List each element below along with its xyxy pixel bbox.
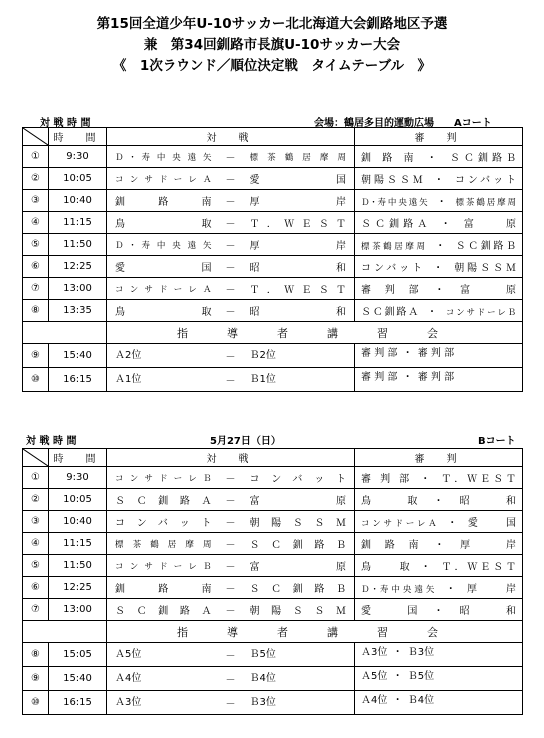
court-b-body	[23, 449, 523, 715]
referee-2: コンサドーレＢ	[445, 308, 517, 318]
court-b-schedule-label: 対 戦 時 間	[26, 436, 77, 447]
team-a: Ａ1位	[107, 368, 212, 392]
match-number: ③	[23, 190, 49, 212]
team-b: 厚 岸	[250, 234, 355, 256]
team-b: 昭 和	[250, 256, 355, 278]
match-number: ②	[23, 489, 49, 511]
match-number: ⑤	[23, 234, 49, 256]
referee-cell	[355, 190, 523, 212]
match-number: ①	[23, 467, 49, 489]
referee-cell	[355, 533, 523, 555]
blank-cell	[23, 322, 107, 344]
team-b: Ｂ2位	[250, 344, 355, 368]
versus-dash: －	[212, 511, 250, 533]
referee-cell	[355, 146, 523, 168]
court-b-court-label: Bコート	[478, 436, 516, 447]
header-match: 対 戦	[107, 128, 355, 146]
referee-2: 昭 和	[459, 606, 517, 617]
referee-cell	[355, 212, 523, 234]
referee-separator: ・	[420, 562, 434, 573]
versus-dash: －	[212, 467, 250, 489]
referee-separator: ・	[427, 307, 439, 318]
referee-2: 愛 国	[467, 518, 517, 529]
table-row	[23, 212, 523, 234]
team-a: 愛 国	[107, 256, 212, 278]
referee-cell	[355, 256, 523, 278]
referee-1: 審 判 部	[361, 348, 398, 359]
referee-1: Ａ3位	[361, 647, 388, 658]
versus-dash: －	[212, 344, 250, 368]
team-a: Ｄ･寿中央遠矢	[107, 146, 212, 168]
court-a-court-label: Aコート	[454, 118, 492, 129]
court-a-venue: 会場：鶴居多目的運動広場	[314, 118, 434, 129]
kickoff-time: 10:40	[49, 190, 107, 212]
referee-separator: ・	[447, 518, 460, 529]
team-b: Ｂ4位	[250, 667, 355, 691]
team-b: ＳＣ釧路Ｂ	[250, 533, 355, 555]
team-b: 愛 国	[250, 168, 355, 190]
match-number: ⑥	[23, 577, 49, 599]
kickoff-time: 11:15	[49, 212, 107, 234]
header-corner	[23, 128, 49, 146]
table-row	[23, 234, 523, 256]
team-a: コンサドーレＡ	[107, 278, 212, 300]
kickoff-time: 16:15	[49, 691, 107, 715]
team-a: 釧 路 南	[107, 190, 212, 212]
team-b: 朝陽ＳＳＭ	[250, 511, 355, 533]
versus-dash: －	[212, 300, 250, 322]
match-number: ②	[23, 168, 49, 190]
referee-1: ＳＣ釧路Ａ	[361, 219, 432, 230]
referee-1: Ａ5位	[361, 671, 388, 682]
referee-2: 朝陽ＳＳＭ	[454, 263, 517, 274]
referee-cell	[355, 667, 523, 691]
kickoff-time: 12:25	[49, 256, 107, 278]
match-number: ⑧	[23, 643, 49, 667]
match-number: ⑥	[23, 256, 49, 278]
header-corner	[23, 449, 49, 467]
referee-cell	[355, 344, 523, 368]
referee-separator: ・	[426, 153, 441, 164]
table-row	[23, 278, 523, 300]
table-row	[23, 643, 523, 667]
referee-cell	[355, 577, 523, 599]
court-a-schedule-label: 対 戦 時 間	[40, 118, 91, 129]
referee-separator: ・	[433, 175, 447, 186]
table-row	[23, 467, 523, 489]
kickoff-time: 15:05	[49, 643, 107, 667]
referee-1: 標茶鶴居摩周	[361, 242, 428, 252]
team-b: Ｂ5位	[250, 643, 355, 667]
referee-cell	[355, 278, 523, 300]
match-number: ③	[23, 511, 49, 533]
kickoff-time: 15:40	[49, 667, 107, 691]
versus-dash: －	[212, 533, 250, 555]
court-b-table	[22, 448, 523, 715]
versus-dash: －	[212, 190, 250, 212]
match-number: ④	[23, 533, 49, 555]
team-a: コンバット	[107, 511, 212, 533]
table-header	[23, 449, 523, 467]
referee-2: Ｂ3位	[407, 647, 435, 658]
referee-1: 釧 路 南	[361, 153, 418, 164]
versus-dash: －	[212, 489, 250, 511]
referee-separator: ・	[435, 241, 448, 252]
referee-cell	[355, 511, 523, 533]
team-a: Ａ2位	[107, 344, 212, 368]
referee-separator: ・	[445, 584, 459, 595]
team-a: 鳥 取	[107, 212, 212, 234]
versus-dash: －	[212, 691, 250, 715]
main-title: 第15回全道少年U-10サッカー北北海道大会釧路地区予選	[96, 16, 448, 32]
referee-1: 鳥 取	[361, 562, 413, 573]
team-b: Ｔ．ＷＥＳＴ	[250, 212, 355, 234]
referee-cell	[355, 467, 523, 489]
table-row	[23, 577, 523, 599]
referee-2: ＳＣ釧路Ｂ	[455, 241, 516, 252]
match-number: ⑧	[23, 300, 49, 322]
table-row	[23, 146, 523, 168]
team-a: 標茶鶴居摩周	[107, 533, 212, 555]
header-match: 対 戦	[107, 449, 355, 467]
blank-cell	[23, 621, 107, 643]
referee-1: コンサドーレＡ	[361, 519, 440, 529]
kickoff-time: 13:35	[49, 300, 107, 322]
kickoff-time: 10:05	[49, 489, 107, 511]
referee-cell	[355, 300, 523, 322]
kickoff-time: 13:00	[49, 278, 107, 300]
team-b: 朝陽ＳＳＭ	[250, 599, 355, 621]
match-number: ⑤	[23, 555, 49, 577]
kickoff-time: 9:30	[49, 467, 107, 489]
table-row	[23, 489, 523, 511]
referee-separator: ・	[392, 671, 403, 682]
coaches-session-row	[23, 322, 523, 344]
match-number: ⑩	[23, 691, 49, 715]
team-a: コンサドーレＢ	[107, 555, 212, 577]
referee-1: Ａ4位	[361, 695, 388, 706]
versus-dash: －	[212, 643, 250, 667]
referee-2: 審 判 部	[417, 348, 455, 359]
referee-2: Ｔ．ＷＥＳＴ	[441, 474, 517, 485]
referee-1: 愛 国	[361, 606, 423, 617]
versus-dash: －	[212, 577, 250, 599]
header-time: 時 間	[49, 449, 107, 467]
table-row	[23, 168, 523, 190]
referee-1: 朝陽ＳＳＭ	[361, 175, 426, 186]
court-a-body	[23, 128, 523, 392]
versus-dash: －	[212, 256, 250, 278]
team-a: Ａ4位	[107, 667, 212, 691]
coaches-session-label: 指 導 者 講 習 会	[107, 322, 523, 344]
document-titles	[0, 14, 544, 77]
team-a: Ａ3位	[107, 691, 212, 715]
referee-2: 標茶鶴居摩周	[455, 198, 516, 208]
team-b: 昭 和	[250, 300, 355, 322]
header-referee: 審 判	[355, 128, 523, 146]
team-b: 標茶鶴居摩周	[250, 146, 355, 168]
team-b: Ｂ3位	[250, 691, 355, 715]
versus-dash: －	[212, 667, 250, 691]
referee-separator: ・	[434, 540, 450, 551]
team-a: Ｄ･寿中央遠矢	[107, 234, 212, 256]
kickoff-time: 11:50	[49, 234, 107, 256]
versus-dash: －	[212, 234, 250, 256]
table-row	[23, 300, 523, 322]
referee-2: コンバット	[454, 175, 517, 186]
versus-dash: －	[212, 555, 250, 577]
referee-1: Ｄ･寿中央遠矢	[361, 198, 430, 208]
kickoff-time: 15:40	[49, 344, 107, 368]
versus-dash: －	[212, 278, 250, 300]
referee-2: 審 判 部	[417, 372, 455, 383]
table-row	[23, 511, 523, 533]
kickoff-time: 11:15	[49, 533, 107, 555]
versus-dash: －	[212, 146, 250, 168]
sub-title: 兼 第34回釧路市長旗U-10サッカー大会	[143, 37, 401, 53]
coaches-session-label: 指 導 者 講 習 会	[107, 621, 523, 643]
team-b: 厚 岸	[250, 190, 355, 212]
table-row	[23, 190, 523, 212]
referee-separator: ・	[434, 285, 450, 296]
team-b: 富 原	[250, 555, 355, 577]
referee-2: 厚 岸	[460, 540, 517, 551]
referee-separator: ・	[402, 348, 413, 359]
table-row	[23, 368, 523, 392]
match-number: ①	[23, 146, 49, 168]
team-a: コンサドーレＢ	[107, 467, 212, 489]
referee-separator: ・	[436, 197, 449, 208]
referee-separator: ・	[402, 372, 413, 383]
match-number: ⑩	[23, 368, 49, 392]
match-number: ⑨	[23, 667, 49, 691]
team-b: 富 原	[250, 489, 355, 511]
team-b: コンバット	[250, 467, 355, 489]
referee-separator: ・	[392, 695, 403, 706]
team-b: Ｂ1位	[250, 368, 355, 392]
referee-cell	[355, 168, 523, 190]
table-row	[23, 256, 523, 278]
team-a: Ａ5位	[107, 643, 212, 667]
referee-1: 審 判 部	[361, 474, 413, 485]
referee-cell	[355, 489, 523, 511]
kickoff-time: 10:40	[49, 511, 107, 533]
table-header	[23, 128, 523, 146]
team-b: ＳＣ釧路Ｂ	[250, 577, 355, 599]
referee-2: Ｂ5位	[407, 671, 435, 682]
referee-cell	[355, 234, 523, 256]
kickoff-time: 9:30	[49, 146, 107, 168]
referee-1: ＳＣ釧路Ａ	[361, 307, 421, 318]
kickoff-time: 12:25	[49, 577, 107, 599]
referee-separator: ・	[392, 647, 403, 658]
match-number: ⑨	[23, 344, 49, 368]
referee-1: 審 判 部	[361, 285, 424, 296]
kickoff-time: 11:50	[49, 555, 107, 577]
referee-cell	[355, 368, 523, 392]
team-a: ＳＣ釧路Ａ	[107, 599, 212, 621]
referee-separator: ・	[433, 496, 449, 507]
match-number: ④	[23, 212, 49, 234]
referee-cell	[355, 643, 523, 667]
kickoff-time: 13:00	[49, 599, 107, 621]
referee-2: 昭 和	[459, 496, 517, 507]
match-number: ⑦	[23, 599, 49, 621]
table-row	[23, 555, 523, 577]
team-a: 釧 路 南	[107, 577, 212, 599]
referee-cell	[355, 599, 523, 621]
table-row	[23, 533, 523, 555]
referee-1: 釧 路 南	[361, 540, 424, 551]
team-a: コンサドーレＡ	[107, 168, 212, 190]
table-row	[23, 667, 523, 691]
table-row	[23, 344, 523, 368]
referee-cell	[355, 691, 523, 715]
referee-1: 鳥 取	[361, 496, 423, 507]
versus-dash: －	[212, 599, 250, 621]
team-a: ＳＣ釧路Ａ	[107, 489, 212, 511]
court-b-caption	[22, 432, 522, 447]
referee-separator: ・	[420, 474, 434, 485]
team-a: 鳥 取	[107, 300, 212, 322]
versus-dash: －	[212, 368, 250, 392]
table-row	[23, 599, 523, 621]
referee-2: ＳＣ釧路Ｂ	[449, 153, 517, 164]
versus-dash: －	[212, 212, 250, 234]
match-number: ⑦	[23, 278, 49, 300]
referee-separator: ・	[440, 219, 455, 230]
referee-cell	[355, 555, 523, 577]
referee-2: 厚 岸	[466, 584, 517, 595]
header-referee: 審 判	[355, 449, 523, 467]
referee-1: 審 判 部	[361, 372, 398, 383]
referee-2: 富 原	[463, 219, 517, 230]
team-b: Ｔ．ＷＥＳＴ	[250, 278, 355, 300]
kickoff-time: 10:05	[49, 168, 107, 190]
kickoff-time: 16:15	[49, 368, 107, 392]
referee-1: コンバット	[361, 263, 426, 274]
section-title: 《 1次ラウンド／順位決定戦 タイムテーブル 》	[112, 58, 432, 74]
referee-separator: ・	[433, 263, 447, 274]
referee-2: 富 原	[460, 285, 517, 296]
referee-separator: ・	[433, 606, 449, 617]
referee-1: Ｄ･寿中央遠矢	[361, 585, 438, 595]
court-a-table	[22, 127, 523, 392]
header-time: 時 間	[49, 128, 107, 146]
court-b-date: 5月27日（日）	[210, 436, 281, 447]
referee-2: Ｂ4位	[407, 695, 435, 706]
coaches-session-row	[23, 621, 523, 643]
versus-dash: －	[212, 168, 250, 190]
referee-2: Ｔ．ＷＥＳＴ	[441, 562, 517, 573]
table-row	[23, 691, 523, 715]
